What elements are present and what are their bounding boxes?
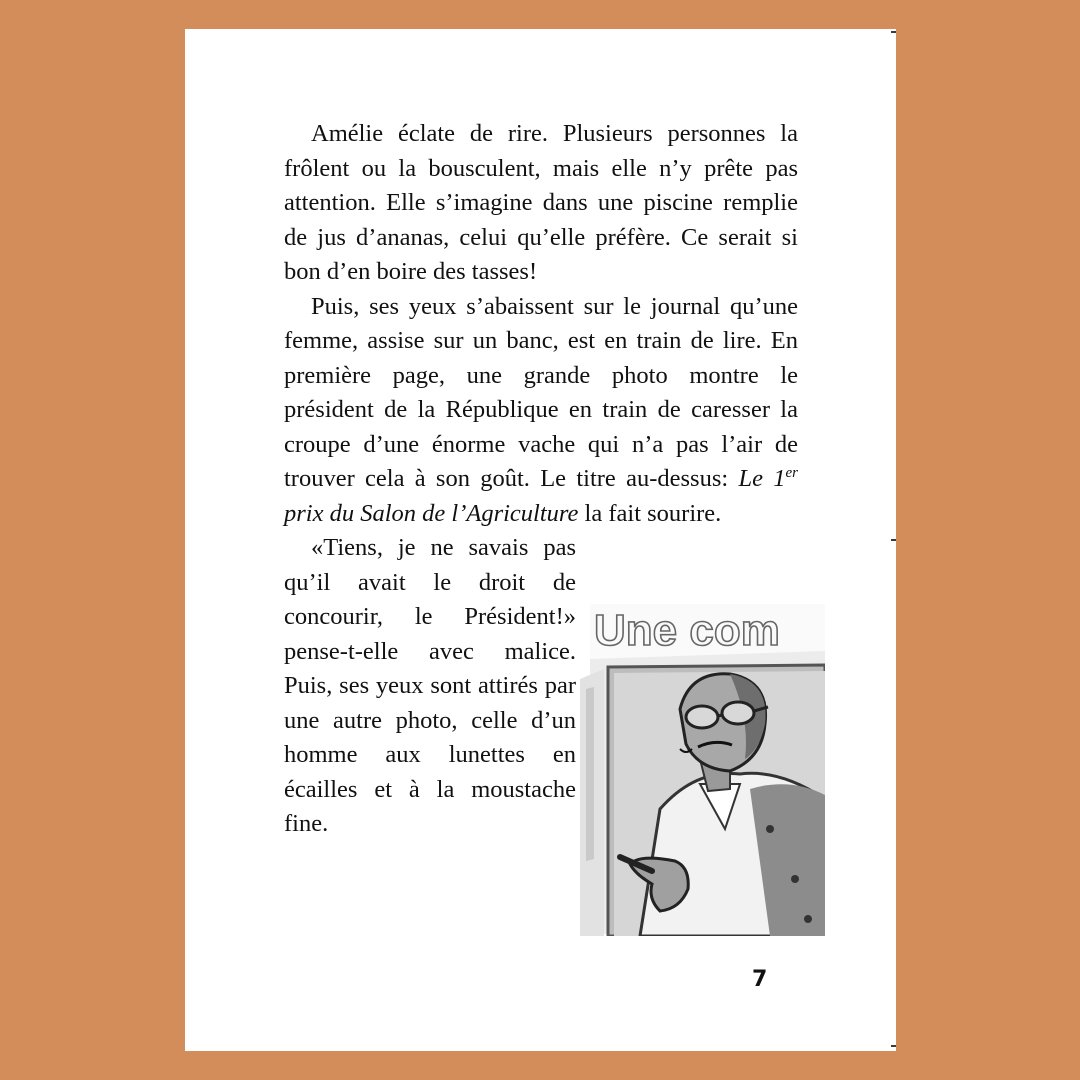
crop-mark-middle xyxy=(891,539,896,541)
poster-headline: Une com xyxy=(594,606,780,655)
newspaper-man-illustration xyxy=(580,599,825,936)
paragraph-2-text: Puis, ses yeux s’abaissent sur le journal qu’une femme, assise sur un banc, est en train de lire. En première page, une grande photo montre le président de la République en train de caresser la croupe d’une énorme vache qui n’a pas l’air de trouver cela à son goût. Le titre au-dessus: xyxy=(284,292,798,492)
title-part-1: Le 1 xyxy=(738,465,786,492)
paragraph-2-end: la fait sourire. xyxy=(578,499,722,527)
crop-mark-bottom xyxy=(891,1045,896,1047)
title-part-2: prix du Salon de l’Agriculture xyxy=(284,499,579,527)
title-superscript: er xyxy=(785,465,798,481)
page-number: 7 xyxy=(752,967,768,992)
paragraph-3: «Tiens, je ne savais pas qu’il avait le droit de concourir, le Président!» pense-t-elle avec malice. Puis, ses yeux sont attirés par une autre photo, celle d’un homme aux lunettes en écailles et à la moustache fine. xyxy=(284,534,576,837)
book-page xyxy=(185,29,896,1051)
crop-mark-top xyxy=(891,31,896,33)
paragraph-2 xyxy=(284,290,798,532)
paragraph-1: Amélie éclate de rire. Plusieurs personnes la frôlent ou la bousculent, mais elle n’y prête pas attention. Elle s’imagine dans une piscine remplie de jus d’ananas, celui qu’elle préfère. Ce serait si bon d’en boire des tasses! xyxy=(284,120,798,285)
